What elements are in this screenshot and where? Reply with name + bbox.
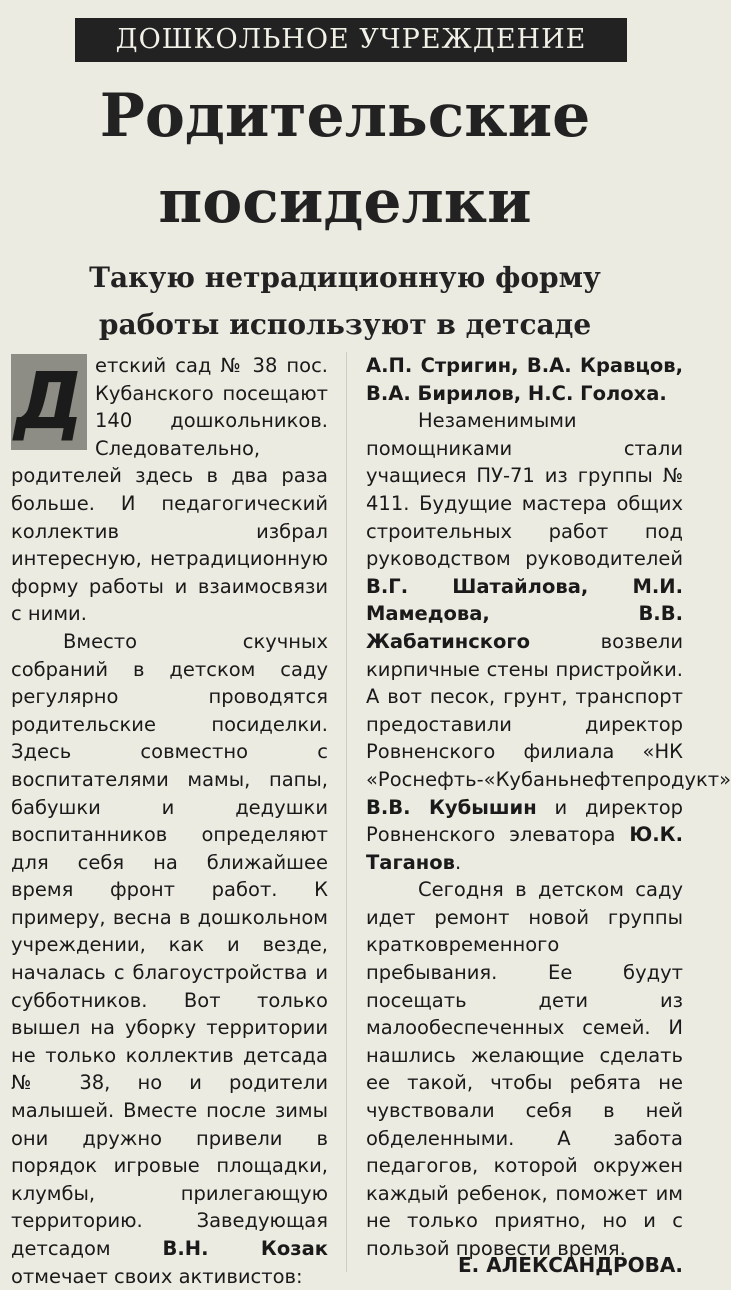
paragraph-3 [366,407,731,876]
headline-line-1: Родительские [99,81,591,151]
activists-list: А.П. Стригин, В.А. Кравцов, В.А. Бирилов, Н.С. Голоха. [366,354,683,405]
subheadline-line-1: Такую нетрадиционную форму [89,261,601,294]
article-column-right [366,352,731,1263]
section-rubric: ДОШКОЛЬНОЕ УЧРЕЖДЕНИЕ [75,18,627,62]
author-signature: Е. АЛЕКСАНДРОВА. [457,1253,683,1277]
drop-cap [11,354,87,450]
paragraph-3-end: . [455,850,462,874]
column-divider [346,352,347,1272]
paragraph-3-text: Незаменимыми помощниками стали учащиеся ПУ-71 из группы № 411. Будущие мастера общих строительных работ под руководством руководителей [366,409,683,571]
paragraph-3-tail: и директор Ровненского элеватора [366,795,683,847]
person-name: Ю.К. Таганов [366,823,683,874]
headline-line-2: посиделки [158,167,532,237]
paragraph-3-middle: возвели кирпичные стены пристройки. А вот песок, грунт, транспорт предоставили директор Ровненского филиала «НК «Роснефть-«Кубаньнефтепродукт» [366,629,731,791]
paragraph-2 [11,628,328,1290]
paragraph-4: Сегодня в детском саду идет ремонт новой группы кратковременного пребывания. Ее будут посещать дети из малообеспеченных семей. И нашлись желающие сделать ее такой, чтобы ребята не чувствовали себя в ней обделенными. А забота педагогов, которой окружен каждый ребенок, поможет им не только приятно, но и с пользой провести время. [366,878,683,1260]
person-name: В.Н. Козак [162,1237,328,1260]
drop-cap-letter: Д [14,357,84,447]
person-name: В.В. Кубышин [366,795,537,819]
paragraph-2-tail: отмечает своих активистов: [11,1264,303,1288]
subheadline-line-2: работы используют в детсаде [98,308,592,341]
person-names: В.Г. Шатайлова, М.И. Мамедова, В.В. Жабатинского [366,574,683,653]
paragraph-2-text: Вместо скучных собраний в детском саду регулярно проводятся родительские посиделки. Здесь совместно с воспитателями мамы, папы, бабушки и дедушки воспитанников определяют для себя на ближайшее время фронт работ. К примеру, весна в дошкольном учреждении, как и везде, началась с благоустройства и субботников. Вот только вышел на уборку территории не только коллектив детсада № 38, но и родители малышей. Вместе после зимы они дружно привели в порядок игровые площадки, клумбы, прилегающую территорию. Заведующая детсадом [11,629,328,1260]
article-column-left [11,352,328,1290]
paragraph-1: етский сад № 38 пос. Кубанского посещают 140 дошкольников. Следовательно, родителей здесь в два раза больше. И педагогический коллектив избрал интересную, нетрадиционную форму работы и взаимосвязи с ними. [11,354,328,626]
